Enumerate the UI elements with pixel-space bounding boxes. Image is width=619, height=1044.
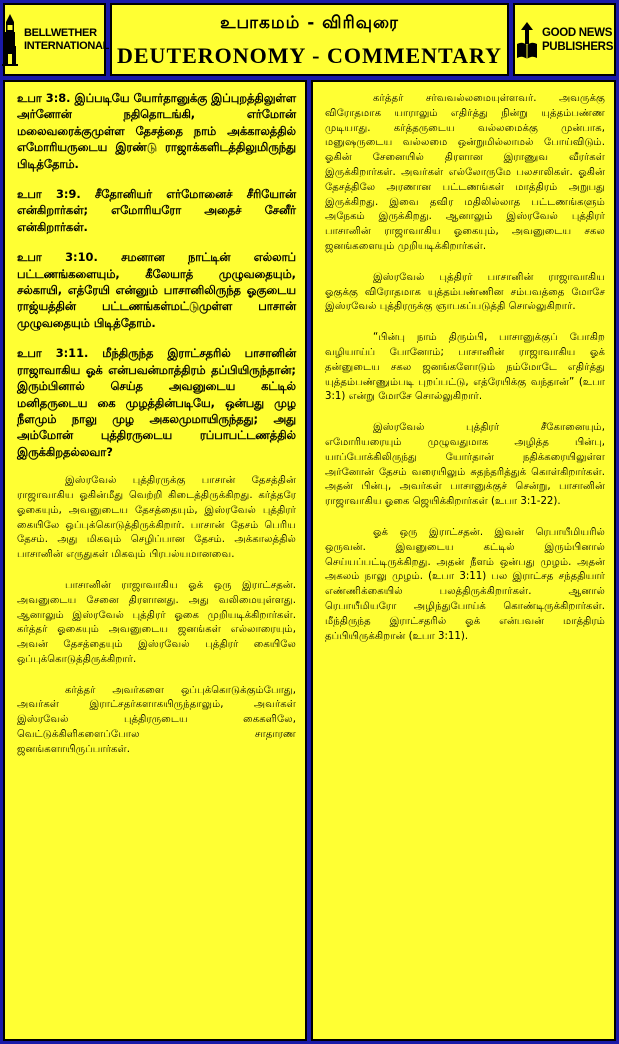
verse-3-11: உபா 3:11. மீந்திருந்த இராட்சதரில் பாசானின் ராஜாவாகிய ஓக் என்பவன்மாத்திரம் தப்பியிருந்தான்; இரும்பினால் செய்த அவனுடைய கட்டில் மனிதருடைய கை முழத்தின்படியே, ஒன்பது முழ நீளமும் நாலு முழ அகலமுமாயிருந்தது; அது அம்மோன் புத்திரருடைய ரப்பாபட்டணத்தில் இருக்கிறதல்லவா? [17,346,296,459]
bell-tower-icon [0,14,20,66]
right-logo-line2: PUBLISHERS [541,40,614,53]
commentary-paragraph: கர்த்தர் சர்வவல்லமையுள்ளவர். அவருக்கு விரோதமாக யாராலும் எதிர்த்து நின்று யுத்தம்பண்ண முடியாது. கர்த்தருடைய வல்லமைக்கு முன்பாக, மனுஷருடைய வல்லமை ஒன்றுமில்லாமல் போய்விடும். ஓகின் சேனையில் திரளான இராணுவ வீரர்கள் இருக்கிறார்கள். அவர்கள் எல்லோருமே பலசாலிகள். ஓகின் தேசத்திலே அரணான பட்டணங்கள் மாத்திரம் அறுபது இருக்கிறது. இவை தவிர மதிலில்லாத பட்டணங்களும் அநேகம் இருக்கிறது. ஆனாலும் இஸ்ரவேல் புத்திரர் பாசானின் ராஜாவாகிய ஓகையும், அவனுடைய சகல ஜனங்களையும் முறியடிக்கிறார்கள். [325,93,605,252]
commentary-paragraph: “பின்பு நாம் திரும்பி, பாசானுக்குப் போகிற வழியாய்ப் போனோம்; பாசானின் ராஜாவாகிய ஓக் தன்னுடைய சகல ஜனங்களோடும் நம்மோடே எதிர்த்து யுத்தம்பண்ணும்படி புறப்பட்டு, எத்ரேயிக்கு வந்தான்” (உபா 3:1) என்று மோசே சொல்லுகிறார். [325,332,605,403]
verse-3-10: உபா 3:10. சமனான நாட்டின் எல்லாப் பட்டணங்களையும், கீலேயாத் முழுவதையும், சல்காயி, எத்ரேயி என்னும் பாசானிலிருந்த ஓகுடைய ராஜ்யத்தின் பட்டணங்கள்மட்டுமுள்ள பாசான் முழுவதையும் பிடித்தோம். [17,250,296,330]
title-english: DEUTERONOMY - COMMENTARY [117,43,502,68]
commentary-paragraph: கர்த்தர் அவர்களை ஒப்புக்கொடுக்கும்போது, அவர்கள் இராட்சதர்களாகயிருந்தாலும், அவர்கள் இஸ்ரவேல் புத்திரருடைய கைகளிலே, வெட்டுக்கிளிகளைப்போல சாதாரண ஜனங்களாயிருப்பார்கள். [17,684,296,755]
left-logo-line1: BELLWETHER [23,26,97,39]
verse-3-8: உபா 3:8. இப்படியே யோர்தானுக்கு இப்புறத்திலுள்ள அர்னோன் நதிதொடங்கி, எர்மோன் மலைவரைக்குமுள்ள தேசத்தை நாம் அக்காலத்தில் எமோரியருடைய இரண்டு ராஜாக்களிடத்திலுமிருந்து பிடித்தோம். [17,91,296,171]
good-news-logo-box [513,3,616,76]
title-tamil: உபாகமம் - விரிவுரை [220,13,399,33]
commentary-paragraph: இஸ்ரவேல் புத்திரருக்கு பாசான் தேசத்தின் ராஜாவாகிய ஓகின்மீது வெற்றி கிடைத்திருக்கிறது. கர்த்தரே ஓகையும், அவனுடைய தேசத்தையும், இஸ்ரவேல் புத்திரர் கையிலே ஒப்புக்கொடுத்திருக்கிறார். பாசான் தேசம் பெரிய தேசம். அது மிகவும் செழிப்பான தேசம். அக்காலத்தில் பாசானின் எருதுகள் மிகவும் பிரபல்யமானவை. [17,475,296,561]
right-column [311,80,616,1041]
commentary-paragraph: இஸ்ரவேல் புத்திரர் சீகோனையும், எமோரியரையும் முழுவதுமாக அழித்த பின்பு, யாப்போக்கிலிருந்து யோர்தான் நதிக்கரையிலுள்ள அர்னோன் தேசம் வரையிலும் சுதந்தரித்துக் கொள்கிறார்கள். அதன் பின்பு, அவர்கள் பாசானுக்குச் சென்று, பாசானின் ராஜாவாகிய ஓகை ஜெயிக்கிறார்கள் (உபா 3:1-22). [325,422,605,508]
verse-3-9: உபா 3:9. சீதோனியர் எர்மோனைச் சீரியோன் என்கிறார்கள்; எமோரியரோ அதைச் சேனீர் என்கிறார்கள். [17,187,296,234]
commentary-paragraph: ஓக் ஒரு இராட்சதன். இவன் ரெபாயீமியரில் ஒருவன். இவனுடைய கட்டில் இரும்பினால் செய்யப்பட்டிருக்கிறது. அதன் நீளம் ஒன்பது முழம். அதன் அகலம் நாலு முழம். (உபா 3:11) பல இராட்சத சந்ததியார் எண்ணிக்கையில் பலத்திருக்கிறார்கள். ஆனால் ரெபாயீமியரோ அழிந்துபோய்க் கொண்டிருக்கிறார்கள். மீந்திருந்த இராட்சதரில் ஓக் என்பவன் மாத்திரம் தப்பியிருக்கிறான் (உபா 3:11). [325,526,605,642]
left-column [3,80,307,1041]
commentary-paragraph: பாசானின் ராஜாவாகிய ஓக் ஒரு இராட்சதன். அவனுடைய சேனை திரளானது. அது வலிமையுள்ளது. ஆனாலும் இஸ்ரவேல் புத்திரர் ஓகை முறியடிக்கிறார்கள். கர்த்தர் ஓகையும் அவனுடைய ஜனங்கள் எல்லாரையும், அவன் தேசத்தையும் இஸ்ரவேல் புத்திரர் கையிலே ஒப்புக்கொடுத்திருக்கிறார். [17,579,296,665]
bellwether-logo-box [3,3,110,76]
commentary-paragraph: இஸ்ரவேல் புத்திரர் பாசானின் ராஜாவாகிய ஓகுக்கு விரோதமாக யுத்தம்பண்ணின சம்பவத்தை மோசே இஸ்ரவேல் புத்திரருக்கு ஞாபகப்படுத்தி சொல்லுகிறார். [325,271,605,313]
title-box [110,3,509,76]
left-logo-line2: INTERNATIONAL [23,39,110,52]
open-book-icon [516,20,538,60]
right-logo-line1: GOOD NEWS [541,26,613,39]
